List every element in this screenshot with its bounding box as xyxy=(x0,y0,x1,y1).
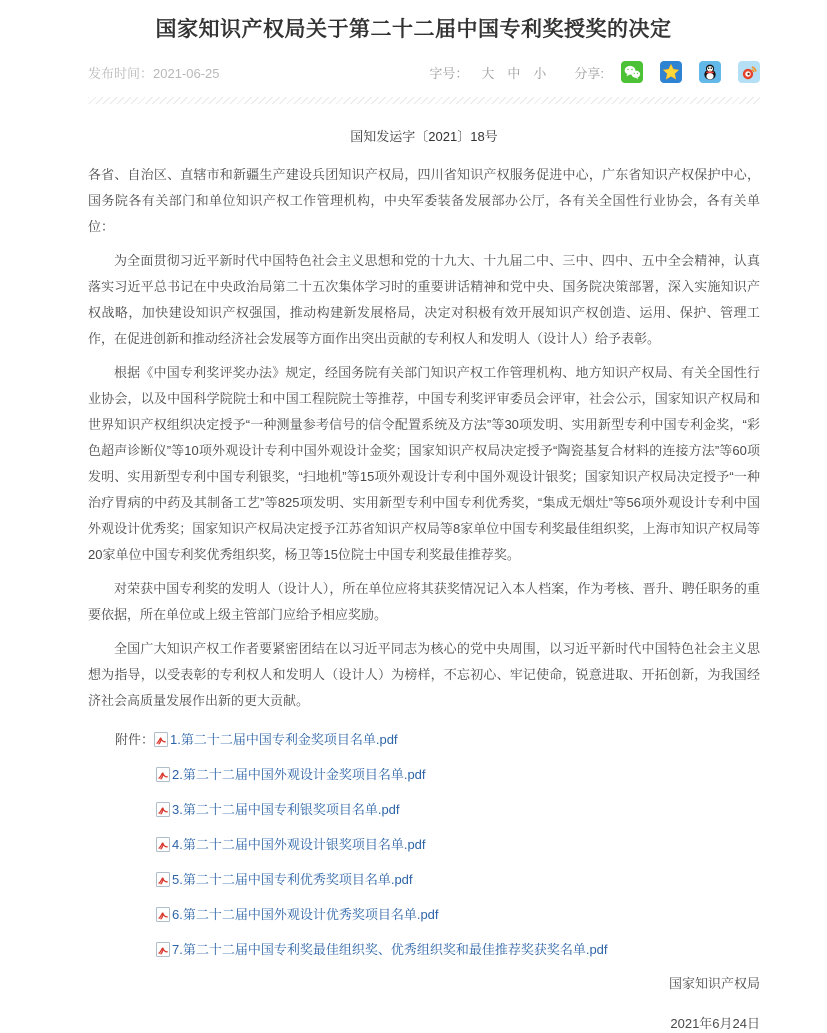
meta-bar xyxy=(88,60,760,84)
pdf-icon xyxy=(156,942,170,957)
font-size-option-small[interactable]: 小 xyxy=(533,65,547,81)
paragraph-award-decisions: 根据《中国专利奖评奖办法》规定，经国务院有关部门知识产权工作管理机构、地方知识产权局、有关全国性行业协会，以及中国科学院院士和中国工程院院士等推荐，中国专利奖评审委员会评审，社会公示，国家知识产权局和世界知识产权组织决定授予“一种测量参考信号的信令配置系统及方法”等30项发明、实用新型专利中国专利金奖，“彩色超声诊断仪”等10项外观设计专利中国外观设计金奖；国家知识产权局决定授予“陶瓷基复合材料的连接方法”等60项发明、实用新型专利中国专利银奖，“扫地机”等15项外观设计专利中国外观设计银奖；国家知识产权局决定授予“一种治疗胃病的中药及其制备工艺”等825项发明、实用新型专利中国专利优秀奖，“集成无烟灶”等56项外观设计专利中国外观设计优秀奖；国家知识产权局决定授予江苏省知识产权局等8家单位中国专利奖最佳组织奖，上海市知识产权局等20家单位中国专利奖优秀组织奖，杨卫等15位院士中国专利奖最佳推荐奖。 xyxy=(88,365,760,562)
pdf-icon xyxy=(156,837,170,852)
publish-time-label: 发布时间： xyxy=(88,65,154,81)
font-size-label: 字号： xyxy=(429,65,469,81)
font-size-option-medium[interactable]: 中 xyxy=(507,65,521,81)
attachment-row-1 xyxy=(115,722,760,757)
document-number: 国知发运字〔2021〕18号 xyxy=(350,129,498,144)
pdf-icon xyxy=(156,767,170,782)
publish-time-value: 2021-06-25 xyxy=(153,65,220,81)
paragraph-call-to-action: 全国广大知识产权工作者要紧密团结在以习近平同志为核心的党中央周围，以习近平新时代中国特色社会主义思想为指导，以受表彰的专利权人和发明人（设计人）为榜样，不忘初心、牢记使命，锐意进取、开拓创新，为我国经济社会高质量发展作出新的更大贡献。 xyxy=(88,641,760,708)
attachment-text: 1.第二十二届中国专利金奖项目名单.pdf xyxy=(170,731,398,747)
publish-time xyxy=(88,63,220,82)
paragraph-record-rewards: 对荣获中国专利奖的发明人（设计人），所在单位应将其获奖情况记入本人档案，作为考核、晋升、聘任职务的重要依据，所在单位或上级主管部门应给予相应奖励。 xyxy=(88,581,760,622)
attachment-link-6[interactable] xyxy=(156,902,439,928)
qzone-share-icon[interactable] xyxy=(660,61,682,83)
attachment-link-7[interactable] xyxy=(156,937,608,963)
paragraph-commendation-intro: 为全面贯彻习近平新时代中国特色社会主义思想和党的十九大、十九届二中、三中、四中、五中全会精神，认真落实习近平总书记在中央政治局第二十五次集体学习时的重要讲话精神和党中央、国务院决策部署，深入实施知识产权战略，加快建设知识产权强国，推动构建新发展格局，决定对积极有效开展知识产权创造、运用、保护、管理工作，在促进创新和推动经济社会发展等方面作出突出贡献的专利权人和发明人（设计人）给予表彰。 xyxy=(88,253,760,346)
pdf-icon xyxy=(154,732,168,747)
attachment-link-1[interactable] xyxy=(154,727,398,753)
signature-agency: 国家知识产权局 xyxy=(668,976,760,991)
qq-share-icon[interactable] xyxy=(699,61,721,83)
attachment-row-5 xyxy=(115,862,760,897)
signature-block xyxy=(88,975,760,1033)
document-body xyxy=(88,162,760,1033)
attachment-row-3 xyxy=(115,792,760,827)
attachments-section xyxy=(88,722,760,967)
attachment-text: 5.第二十二届中国专利优秀奖项目名单.pdf xyxy=(172,871,413,887)
attachments-label: 附件： xyxy=(115,731,155,747)
attachment-text: 7.第二十二届中国专利奖最佳组织奖、优秀组织奖和最佳推荐奖获奖名单.pdf xyxy=(172,941,608,957)
page-title: 国家知识产权局关于第二十二届中国专利奖授奖的决定 xyxy=(155,18,672,41)
attachment-row-6 xyxy=(115,897,760,932)
attachment-text: 4.第二十二届中国外观设计银奖项目名单.pdf xyxy=(172,836,426,852)
meta-controls xyxy=(429,61,760,83)
wechat-share-icon[interactable] xyxy=(621,61,643,83)
hatched-divider xyxy=(88,97,760,104)
attachment-text: 6.第二十二届中国外观设计优秀奖项目名单.pdf xyxy=(172,906,439,922)
attachment-link-2[interactable] xyxy=(156,762,426,788)
font-size-option-large[interactable]: 大 xyxy=(481,65,495,81)
attachment-link-4[interactable] xyxy=(156,832,426,858)
attachment-row-2 xyxy=(115,757,760,792)
attachment-link-5[interactable] xyxy=(156,867,413,893)
signature-date: 2021年6月24日 xyxy=(670,1016,760,1031)
pdf-icon xyxy=(156,907,170,922)
pdf-icon xyxy=(156,802,170,817)
pdf-icon xyxy=(156,872,170,887)
paragraph-addressees: 各省、自治区、直辖市和新疆生产建设兵团知识产权局，四川省知识产权服务促进中心，广东省知识产权保护中心，国务院各有关部门和单位知识产权工作管理机构，中央军委装备发展部办公厅，各有关全国性行业协会，各有关单位： xyxy=(88,167,760,234)
attachment-row-7 xyxy=(115,932,760,967)
attachment-row-4 xyxy=(115,827,760,862)
attachment-text: 2.第二十二届中国外观设计金奖项目名单.pdf xyxy=(172,766,426,782)
weibo-share-icon[interactable] xyxy=(738,61,760,83)
attachment-link-3[interactable] xyxy=(156,797,400,823)
share-label: 分享: xyxy=(574,65,604,81)
attachment-text: 3.第二十二届中国专利银奖项目名单.pdf xyxy=(172,801,400,817)
